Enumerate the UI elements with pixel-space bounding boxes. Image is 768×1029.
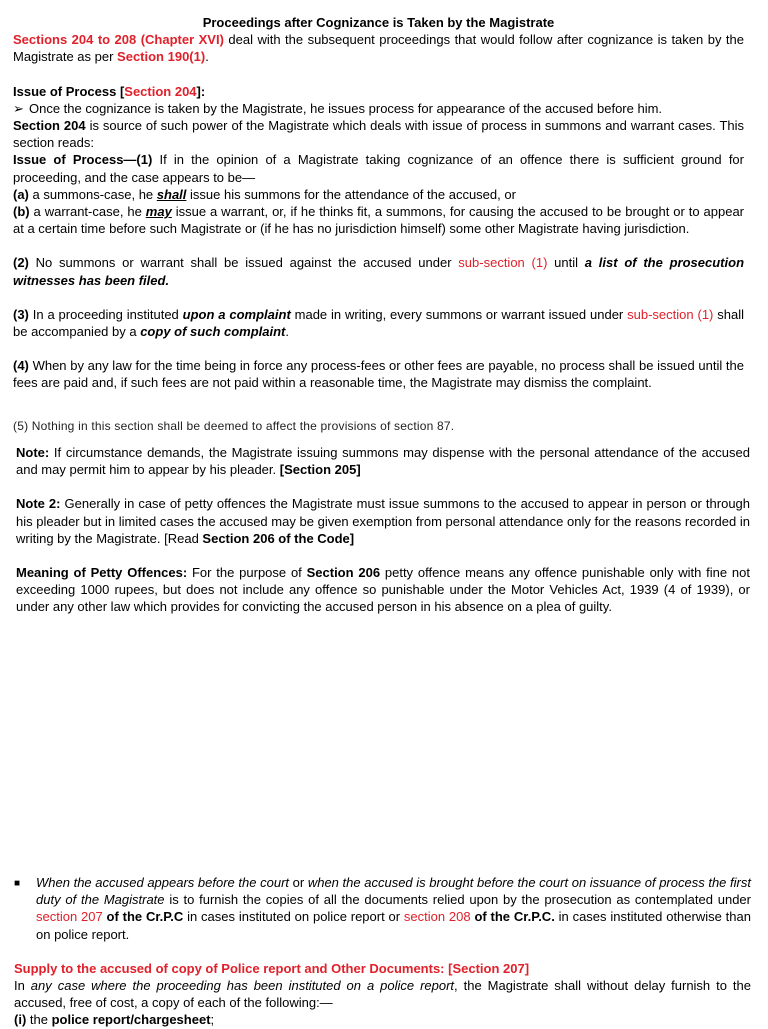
- item-i-bold: police report/chargesheet: [51, 1012, 211, 1028]
- bullet-text-1: or: [289, 875, 308, 890]
- ref-sub-section-1: sub-section (1): [458, 255, 548, 271]
- petty-text: For the purpose of: [187, 565, 307, 581]
- bullet-emphasis-1: When the accused appears before the court: [36, 875, 290, 890]
- bullet-text-2: is to furnish the copies of all the documents relied upon by the prosecution as contemplated under: [164, 892, 751, 908]
- clause-4-label: (4): [13, 358, 29, 374]
- item-i: [14, 1011, 751, 1028]
- clause-1: [13, 151, 744, 185]
- clause-b-text: a warrant-case, he: [29, 204, 146, 220]
- note-2-label: Note 2:: [16, 496, 61, 512]
- clause-4-text: When by any law for the time being in force any process-fees or other fees are payable, no process shall be issued until the fees are paid and, if such fees are not paid within a reasonable time, the Magistrate may dismiss the complaint.: [13, 358, 744, 391]
- intro-paragraph: [13, 31, 744, 65]
- bullet-text-4: in cases instituted otherwise than on police report.: [36, 909, 751, 942]
- ref-section-208: section 208: [403, 909, 471, 925]
- section-204-text: is source of such power of the Magistrate which deals with issue of process in summons and warrant cases. This section reads:: [13, 118, 744, 151]
- ref-sections-204-208: Sections 204 to 208 (Chapter XVI): [13, 32, 224, 48]
- section-207-heading: Supply to the accused of copy of Police report and Other Documents: [Section 207]: [14, 960, 530, 976]
- page-section-3: [14, 874, 751, 1029]
- clause-a: [13, 186, 744, 203]
- page-title: Proceedings after Cognizance is Taken by the Magistrate: [202, 15, 555, 30]
- section-204-label: Section 204: [13, 118, 86, 134]
- clause-3-text-2: made in writing, every summons or warrant issued under: [290, 306, 628, 322]
- s207-text-2: , the Magistrate shall without delay furnish to the accused, free of cost, a copy of each of the following:—: [14, 978, 751, 1011]
- note-1-ref: [Section 205]: [279, 462, 361, 478]
- clause-b-emphasis: may: [145, 204, 172, 220]
- clause-3: [13, 306, 744, 340]
- arrow-bullet-icon: ➢: [13, 100, 24, 116]
- petty-text-end: petty offence means any offence punishable only with fine not exceeding 1000 rupees, but does not include any offence so punishable under the Motor Vehicles Act, 1939 (4 of 1939), or under any other law which provides for convicting the accused person in his absence on a plea of guilty.: [16, 565, 751, 615]
- clause-4: [13, 357, 744, 391]
- square-bullet-icon: ■: [14, 878, 21, 889]
- page-section-2: [16, 444, 750, 616]
- note-2: [16, 495, 750, 547]
- clause-2-emphasis: a list of the prosecution witnesses has been filed.: [13, 255, 745, 288]
- clause-a-text: a summons-case, he: [28, 186, 157, 202]
- ref-sub-section-1-b: sub-section (1): [627, 306, 714, 322]
- item-i-label: (i): [14, 1012, 27, 1028]
- clause-3-text: In a proceeding instituted: [28, 306, 183, 322]
- note-1: [16, 444, 750, 478]
- item-i-text-end: ;: [210, 1012, 215, 1028]
- section-207-paragraph: [14, 977, 751, 1011]
- clause-b-label: (b): [13, 204, 30, 220]
- clause-a-text-end: issue his summons for the attendance of the accused, or: [186, 186, 516, 202]
- section-204-paragraph: [13, 117, 744, 151]
- clause-3-emphasis-2: copy of such complaint: [140, 324, 286, 340]
- item-i-text: the: [26, 1012, 52, 1028]
- clause-3-label: (3): [13, 306, 29, 322]
- clause-1-label: Issue of Process—(1): [13, 152, 153, 168]
- ref-section-207: section 207: [36, 909, 103, 925]
- petty-ref: Section 206: [306, 565, 381, 581]
- clause-2: [13, 254, 744, 288]
- note-2-text: Generally in case of petty offences the Magistrate must issue summons to the accused to appear in person or through his pleader but in limited cases the accused may be given exemption from personal attendance only for the reasons recorded in writing by the Magistrate. [Read: [16, 496, 751, 546]
- clause-a-label: (a): [13, 186, 29, 202]
- note-2-ref: Section 206 of the Code]: [202, 530, 355, 546]
- arrow-point-text: Once the cognizance is taken by the Magistrate, he issues process for appearance of the accused before him.: [29, 100, 663, 116]
- note-1-text: If circumstance demands, the Magistrate issuing summons may dispense with the personal attendance of the accused and may permit him to appear by his pleader.: [16, 445, 750, 478]
- clause-2-text: No summons or warrant shall be issued against the accused under: [28, 255, 459, 271]
- clipped-line-text: (5) Nothing in this section shall be deemed to affect the provisions of section 87.: [13, 419, 455, 433]
- page-section-1: [13, 14, 744, 392]
- ref-section-204: Section 204: [124, 83, 197, 99]
- intro-text: deal with the subsequent proceedings that would follow after cognizance is taken by the Magistrate as per: [13, 32, 744, 65]
- clause-2-label: (2): [13, 255, 29, 271]
- heading-pre: Issue of Process [: [13, 83, 125, 99]
- issue-of-process-heading: [13, 83, 744, 100]
- s207-text-1: In: [14, 978, 31, 994]
- ref-section-190: Section 190(1): [117, 49, 206, 65]
- petty-offences-paragraph: [16, 564, 750, 616]
- bullet-emphasis-2: when the accused is brought before the court on issuance of process the first duty of the Magistrate: [36, 875, 751, 908]
- bullet-text-3: in cases instituted on police report or: [183, 909, 404, 925]
- bullet-text: [36, 874, 751, 943]
- heading-post: ]:: [196, 83, 206, 99]
- clause-3-emphasis-1: upon a complaint: [182, 306, 291, 322]
- s207-emphasis: any case where the proceeding has been instituted on a police report: [30, 978, 455, 994]
- clause-1-text: If in the opinion of a Magistrate taking cognizance of an offence there is sufficient ground for proceeding, and the case appears to be—: [13, 152, 744, 185]
- arrow-point: [13, 100, 744, 117]
- clipped-line: [13, 419, 493, 435]
- bullet-bold-1: of the Cr.P.C: [102, 909, 184, 925]
- clause-2-text-mid: until: [547, 255, 585, 271]
- intro-text-end: .: [205, 49, 209, 65]
- clause-b: [13, 203, 744, 237]
- bullet-paragraph: [14, 874, 751, 943]
- clause-3-text-end: .: [285, 324, 290, 340]
- petty-label: Meaning of Petty Offences:: [16, 565, 188, 581]
- clause-b-text-end: issue a warrant, or, if he thinks fit, a summons, for causing the accused to be brought or to appear at a certain time before such Magistrate or (if he has no jurisdiction himself) some other Magistrate having jurisdiction.: [13, 204, 744, 237]
- clause-a-emphasis: shall: [156, 186, 187, 202]
- note-1-label: Note:: [16, 445, 50, 460]
- bullet-bold-2: of the Cr.P.C.: [470, 909, 555, 925]
- clause-3-text-3: shall be accompanied by a: [13, 306, 744, 340]
